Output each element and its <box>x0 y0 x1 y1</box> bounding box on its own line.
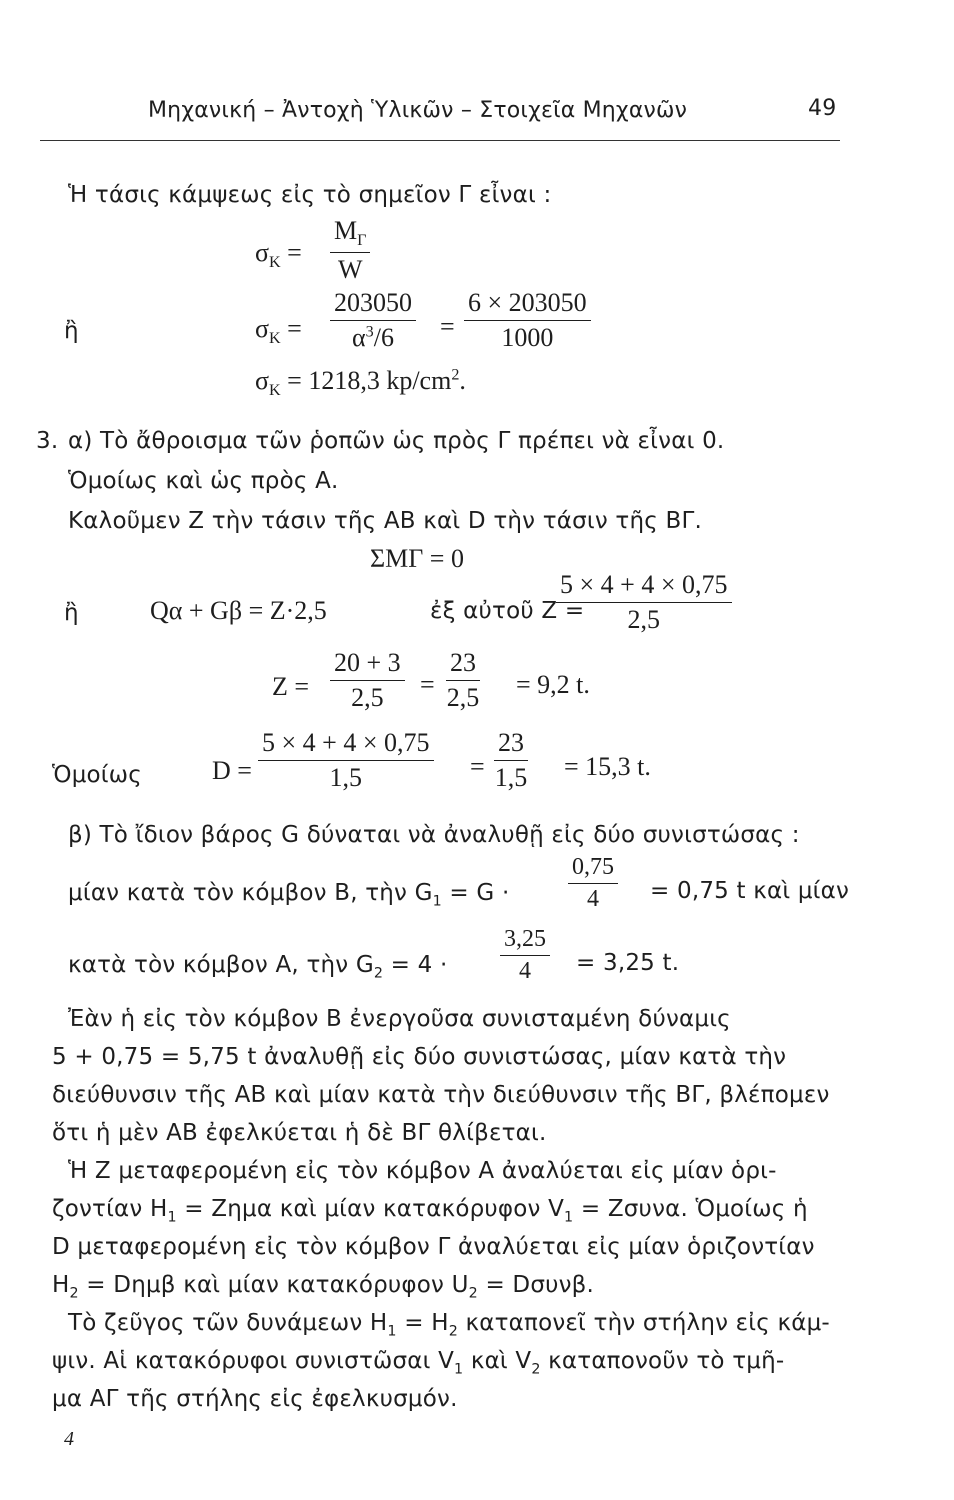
text-line: Ὁμοίως καὶ ὡς πρὸς Α. <box>68 468 339 494</box>
sigma-k-result: $\sigma_K = 1218,3$ $kp/cm^2$. <box>255 366 466 400</box>
z-result: = 9,2 t. <box>516 670 590 699</box>
text-line: $H_2 = D\eta\mu\beta$ καὶ μίαν κατακόρυφον $U_2 = D\sigma\upsilon\nu\beta$. <box>52 1272 595 1302</box>
equals-sign: = <box>440 312 455 341</box>
text-line: D μεταφερομένη εἰς τὸν κόμβον Γ ἀναλύεται εἰς μίαν ὁριζοντίαν <box>52 1234 815 1260</box>
page-number: 49 <box>808 96 837 121</box>
equals-sign: = <box>470 752 485 781</box>
or-word: ἢ <box>64 600 79 626</box>
sum-moments: ΣΜΓ = 0 <box>370 544 464 573</box>
equals-sign: = <box>420 670 435 699</box>
fraction-mg-over-w: $\frac{M_\Gamma}{W}$ <box>330 216 370 285</box>
hence-text: ἐξ αὐτοῦ Z = <box>430 598 585 624</box>
item-number: 3. <box>36 428 59 454</box>
d-result: = 15,3 t. <box>564 752 651 781</box>
fraction-d: $\frac{5 \times 4 + 4 \times 0,75}{1,5}$ <box>258 728 434 793</box>
fraction-6x203050: $\frac{6 \times 203050}{1000}$ <box>464 288 591 353</box>
signature-mark: 4 <box>64 1428 74 1450</box>
text-line: α) Τὸ ἄθροισμα τῶν ῥοπῶν ὡς πρὸς Γ πρέπει νὰ εἶναι 0. <box>68 428 725 454</box>
equilibrium-equation: Qα + Gβ = Z·2,5 <box>150 596 327 625</box>
text-line: β) Τὸ ἴδιον βάρος G δύναται νὰ ἀναλυθῇ εἰς δύο συνιστώσας : <box>68 822 800 848</box>
fraction-0-75-over-4: $\frac{0,75}{4}$ <box>568 854 618 913</box>
text-line: κατὰ τὸν κόμβον Α, τὴν $G_2 = 4$ · <box>68 952 448 982</box>
z-label: Z = <box>272 672 310 701</box>
text-line: μίαν κατὰ τὸν κόμβον Β, τὴν $G_1 = G$ · <box>68 880 510 910</box>
fraction-m-over-a: $\frac{203050}{\alpha^3/6}$ <box>330 288 416 353</box>
sigma-k-label: $\sigma_K$ = <box>255 238 302 272</box>
text-line: = 0,75 t καὶ μίαν <box>650 878 850 904</box>
fraction-z: $\frac{5 \times 4 + 4 \times 0,75}{2,5}$ <box>556 570 732 635</box>
text-line: 5 + 0,75 = 5,75 t ἀναλυθῇ εἰς δύο συνιστώσας, μίαν κατὰ τὴν <box>52 1044 787 1070</box>
text-line: διεύθυνσιν τῆς ΑΒ καὶ μίαν κατὰ τὴν διεύθυνσιν τῆς ΒΓ, βλέπομεν <box>52 1082 830 1108</box>
fraction-23-over-1-5: $\frac{23}{1,5}$ <box>494 728 528 792</box>
fraction-20-plus-3: $\frac{20 + 3}{2,5}$ <box>330 648 405 713</box>
d-label: D = <box>212 756 252 785</box>
likewise-text: Ὁμοίως <box>52 762 142 788</box>
running-header: Μηχανική – Ἀντοχὴ Ὑλικῶν – Στοιχεῖα Μηχανῶν <box>148 98 688 123</box>
text-line: ζοντίαν $H_1 = Z\eta\mu\alpha$ καὶ μίαν κατακόρυφον $V_1 = Z\sigma\upsilon\nu\alpha$. Ὁμοίως ἡ <box>52 1196 808 1226</box>
text-line: Ἡ Z μεταφερομένη εἰς τὸν κόμβον Α ἀναλύεται εἰς μίαν ὁρι- <box>68 1158 777 1184</box>
sigma-k-label: $\sigma_K$ = <box>255 314 302 348</box>
text-line: Ἐὰν ἡ εἰς τὸν κόμβον Β ἐνεργοῦσα συνισταμένη δύναμις <box>68 1006 731 1032</box>
text-line: μα ΑΓ τῆς στήλης εἰς ἐφελκυσμόν. <box>52 1386 458 1412</box>
text-line: Ἡ τάσις κάμψεως εἰς τὸ σημεῖον Γ εἶναι : <box>68 182 552 208</box>
or-word: ἢ <box>64 318 79 344</box>
header-rule <box>40 140 840 141</box>
text-line: Καλοῦμεν Z τὴν τάσιν τῆς ΑΒ καὶ D τὴν τάσιν τῆς ΒΓ. <box>68 508 702 534</box>
fraction-23: $\frac{23}{2,5}$ <box>446 648 480 712</box>
text-line: ὅτι ἡ μὲν ΑΒ ἐφελκύεται ἡ δὲ ΒΓ θλίβεται. <box>52 1120 547 1146</box>
fraction-3-25-over-4: $\frac{3,25}{4}$ <box>500 926 550 985</box>
text-line: ψιν. Αἱ κατακόρυφοι συνιστῶσαι $V_1$ καὶ $V_2$ καταπονοῦν τὸ τμῆ- <box>52 1348 785 1378</box>
text-line: Τὸ ζεῦγος τῶν δυνάμεων $H_1 = H_2$ καταπονεῖ τὴν στήλην εἰς κάμ- <box>68 1310 830 1340</box>
text-line: = 3,25 t. <box>576 950 680 976</box>
